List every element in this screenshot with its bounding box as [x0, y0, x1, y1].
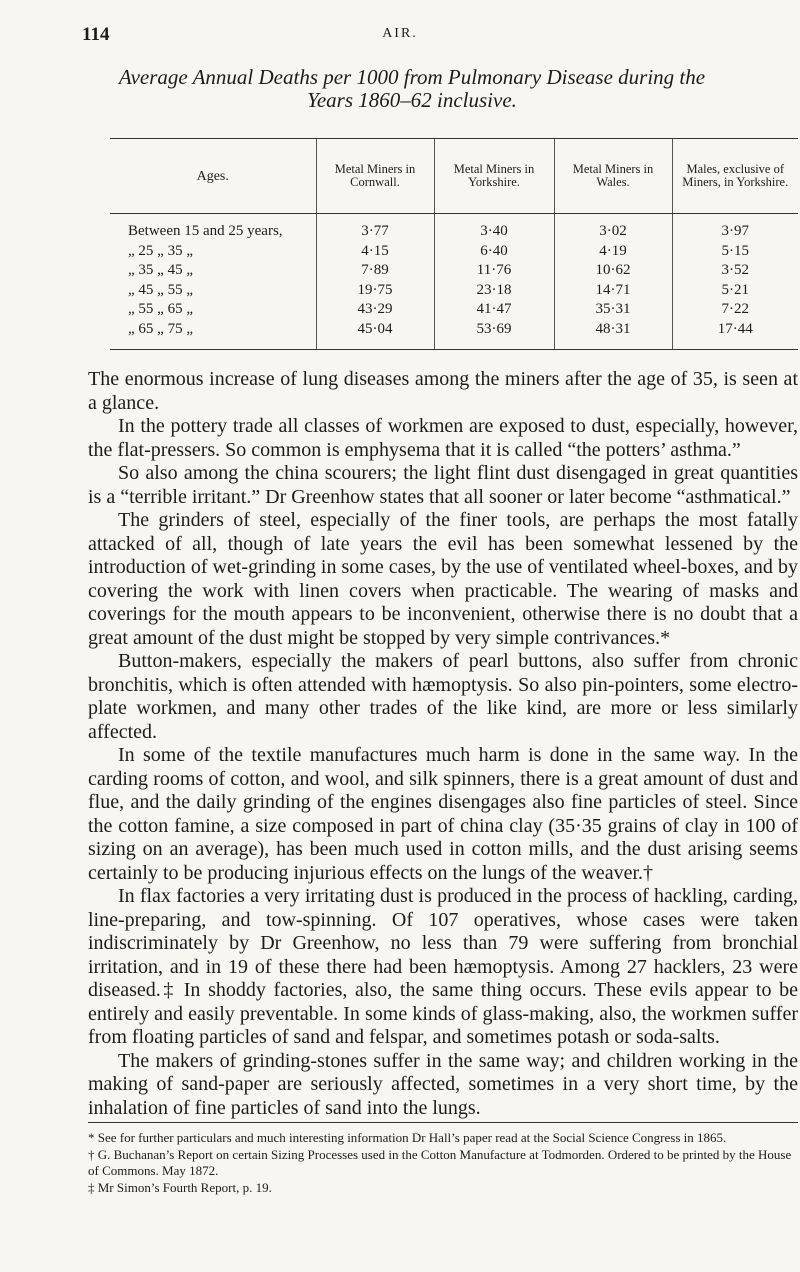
table-cell: 48·31 [595, 320, 631, 337]
table-cell: „ 65 „ 75 „ [128, 320, 193, 337]
table-body-row [110, 214, 798, 350]
paragraph: So also among the china scourers; the light flint dust disengaged in great quantities is a “terrible irritant.” Dr Greenhow states that all sooner or later become “asthmatical.” [88, 462, 798, 508]
table-cell: 4·15 [361, 242, 389, 259]
table-cell: 3·52 [721, 262, 749, 278]
table-cell: Between 15 and 25 years, [128, 223, 283, 239]
table-cell: 41·47 [476, 301, 512, 317]
paragraph: In the pottery trade all classes of workmen are exposed to dust, especially, however, the flat-pressers. So common is emphysema that it is called “the potters’ asthma.” [88, 415, 798, 461]
table-cell: 17·44 [717, 320, 753, 337]
table-cell: „ 25 „ 35 „ [128, 242, 193, 259]
table-cell: 53·69 [476, 320, 512, 337]
yorkshire-miners-column [434, 214, 554, 350]
table-cell: 14·71 [595, 281, 631, 298]
table-cell: 5·15 [721, 242, 749, 259]
footnote: † G. Buchanan’s Report on certain Sizing Processes used in the Cotton Manufacture at Todmorden. Ordered to be printed by the House of Commons. May 1872. [88, 1146, 792, 1178]
paragraph: In some of the textile manufactures much harm is done in the same way. In the carding rooms of cotton, and wool, and silk spinners, there is a great amount of dust and flue, and the daily grinding of the engines disengages also fine particles of steel. Since the cotton famine, a size composed in part of china clay (35·35 grains of clay in 100 of sizing on an average), has been much used in cotton mills, and the dust arising seems certainly to be producing injurious effects on the lungs of the weaver.† [88, 744, 798, 884]
header-cornwall: Metal Miners in Cornwall. [316, 139, 434, 214]
paragraph: The makers of grinding-stones suffer in the same way; and children working in the making of sand-paper are seriously affected, sometimes in a very short time, by the inhalation of fine particles of sand into the lungs. [88, 1049, 798, 1119]
running-head: AIR. [382, 26, 418, 41]
paragraph: Button-makers, especially the makers of pearl buttons, also suffer from chronic bronchitis, which is often attended with hæmoptysis. So also pin-pointers, some electro-plate workmen, and many other trades of the like kind, are more or less similarly affected. [88, 650, 798, 743]
table-cell: 45·04 [357, 320, 393, 337]
footnote: * See for further particulars and much interesting information Dr Hall’s paper read at the Social Science Congress in 1865. [88, 1130, 727, 1145]
header-yorkshire-males: Males, exclusive of Miners, in Yorkshire. [672, 139, 798, 214]
mortality-table [110, 138, 798, 350]
cornwall-column [316, 214, 434, 350]
table-cell: 35·31 [595, 301, 631, 317]
wales-column [554, 214, 672, 350]
paragraph: The grinders of steel, especially of the finer tools, are perhaps the most fatally attacked of all, though of late years the evil has been somewhat lessened by the introduction of wet-grinding in some cases, by the use of ventilated wheel-boxes, and by covering the work with linen covers when practicable. The wearing of masks and coverings for the mouth appears to be inconvenient, otherwise there is no doubt that a great amount of the dust might be stopped by very simple contrivances.* [88, 509, 798, 649]
header-yorkshire-miners: Metal Miners in Yorkshire. [434, 139, 554, 214]
table-cell: 3·97 [721, 223, 749, 239]
table-cell: 11·76 [476, 262, 512, 278]
table-cell: 10·62 [595, 262, 631, 278]
body-text [88, 368, 798, 1120]
page-number: 114 [82, 24, 110, 45]
table-cell: 7·89 [361, 262, 389, 278]
table-cell: 43·29 [357, 301, 393, 317]
table-cell: 23·18 [476, 281, 512, 298]
table-cell: 7·22 [721, 301, 749, 317]
header-ages: Ages. [110, 139, 316, 214]
table-cell: „ 55 „ 65 „ [128, 301, 193, 317]
table-cell: 3·02 [599, 223, 627, 239]
footnotes [88, 1130, 798, 1196]
footnote-divider [88, 1122, 798, 1123]
table-cell: „ 45 „ 55 „ [128, 281, 193, 298]
table-cell: 3·77 [361, 223, 389, 239]
table-cell: 5·21 [721, 281, 749, 298]
header-wales: Metal Miners in Wales. [554, 139, 672, 214]
table-header-row [110, 139, 798, 214]
table-cell: 4·19 [599, 242, 627, 259]
footnote: ‡ Mr Simon’s Fourth Report, p. 19. [88, 1179, 272, 1195]
table-title-line-1: Average Annual Deaths per 1000 from Pulmonary Disease during the [118, 65, 706, 89]
table-cell: 19·75 [357, 281, 393, 298]
table-title-line-2: Years 1860–62 inclusive. [307, 88, 517, 112]
table-cell: 3·40 [480, 223, 508, 239]
table-cell: „ 35 „ 45 „ [128, 262, 193, 278]
table-title [112, 66, 712, 112]
age-column [110, 214, 316, 350]
paragraph: In flax factories a very irritating dust is produced in the process of hackling, carding, line-preparing, and tow-spinning. Of 107 operatives, whose cases were taken indiscriminately by Dr Greenhow, no less than 79 were suffering from bronchial irritation, and in 19 of these there had been hæmoptysis. Among 27 hacklers, 23 were diseased.‡ In shoddy factories, also, the same thing occurs. These evils appear to be entirely and easily preventable. In some kinds of glass-making, also, the workmen suffer from floating particles of sand and felspar, and sometimes potash or soda-salts. [88, 885, 798, 1048]
table-cell: 6·40 [480, 242, 508, 259]
yorkshire-males-column [672, 214, 798, 350]
paragraph: The enormous increase of lung diseases among the miners after the age of 35, is seen at a glance. [88, 368, 798, 414]
